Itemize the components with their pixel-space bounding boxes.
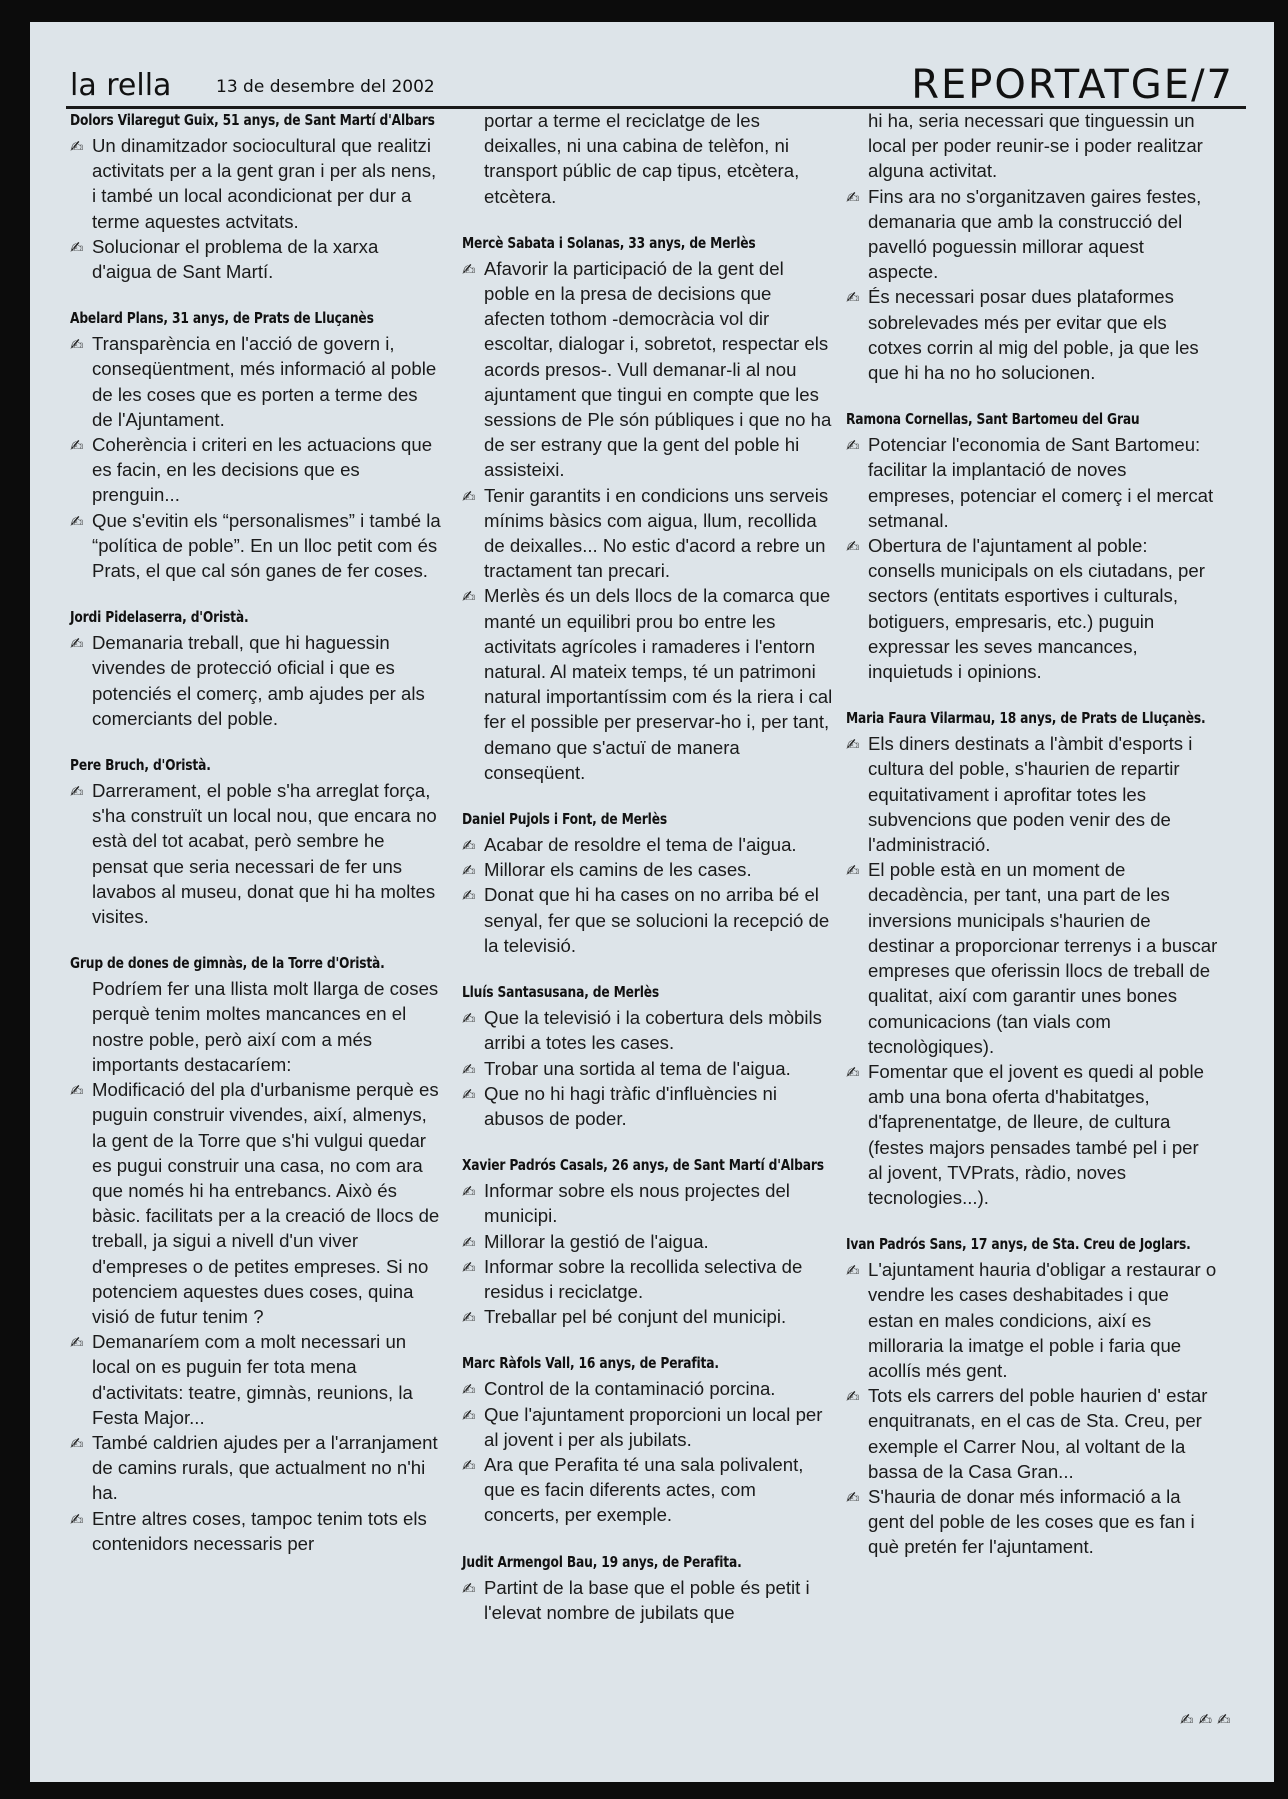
proposal-text: S'hauria de donar més informació a la gent del poble de les coses que es fan i què pretén fer l'ajuntament. [868,1485,1195,1558]
proposal-item [462,1452,834,1528]
proposal-text: Merlès és un dels llocs de la comarca que manté un equilibri prou bo entre les activitats agrícoles i ramaderes i l'entorn natural. Al mateix temps, té un patrimoni natural importantíssim com és la riera i cal fer el possible per preservar-ho i, per tant, demano que s'actuï de manera conseqüent. [484,585,833,783]
respondent-name: Lluís Santasusana, de Merlès [462,983,659,1002]
proposal-item [846,1059,1218,1210]
end-of-article-mark: ✍ ✍ ✍ [1180,1710,1231,1729]
respondent-name: Pere Bruch, d'Oristà. [70,756,211,775]
writing-hand-icon: ✍ [462,1182,476,1202]
proposal-text: Donat que hi ha cases on no arriba bé el senyal, fer que se solucioni la recepció de la televisió. [484,884,830,956]
respondent-entry [70,306,442,583]
writing-hand-icon: ✍ [462,1009,476,1029]
proposal-item [70,133,442,234]
writing-hand-icon: ✍ [70,1333,84,1353]
newspaper-page [30,22,1274,1782]
proposal-text: Millorar els camins de les cases. [484,859,752,881]
proposal-item [462,1254,834,1304]
writing-hand-icon: ✍ [846,537,860,557]
proposal-item [462,1056,834,1081]
proposal-text: Darrerament, el poble s'ha arreglat força, s'ha construït un local nou, que encara no està del tot acabat, però sembre he pensat que seria necessari de fer uns lavabos al museu, donat que hi ha moltes visites. [92,780,437,928]
proposal-item [70,1430,442,1506]
writing-hand-icon: ✍ [846,1261,860,1281]
writing-hand-icon: ✍ [846,861,860,881]
respondent-entry [462,1351,834,1527]
writing-hand-icon: ✍ [70,634,84,654]
writing-hand-icon: ✍ [462,836,476,856]
writing-hand-icon: ✍ [462,1059,476,1079]
respondent-name: Jordi Pidelaserra, d'Oristà. [70,608,249,627]
respondent-entry [462,108,834,209]
proposal-item [462,1304,834,1329]
proposal-text: Partint de la base que el poble és petit i l'elevat nombre de jubilats que [484,1576,810,1623]
writing-hand-icon: ✍ [462,259,476,279]
writing-hand-icon: ✍ [70,782,84,802]
proposal-text: Tenir garantits i en condicions uns serveis mínims bàsics com aigua, llum, recollida de deixalles... No estic d'acord a rebre un tractament tan precari. [484,484,829,582]
proposal-text: Acabar de resoldre el tema de l'aigua. [484,834,797,856]
proposal-text: Que s'evitin els “personalismes” i també la “política de poble”. En un lloc petit com és Prats, el que cal són ganes de fer coses. [92,509,441,582]
respondent-entry [846,108,1218,385]
respondent-entry [462,231,834,785]
proposal-item [462,483,834,584]
respondent-entry [70,108,442,284]
writing-hand-icon: ✍ [462,1578,476,1598]
proposal-item [70,331,442,432]
respondent-entry [462,807,834,958]
proposal-item [462,832,834,857]
proposal-item [70,234,442,284]
proposal-item [70,778,442,929]
writing-hand-icon: ✍ [462,861,476,881]
proposal-text: Ara que Perafita té una sala polivalent, que es facin diferents actes, com concerts, per exemple. [484,1453,804,1526]
respondent-entry [846,706,1218,1210]
writing-hand-icon: ✍ [462,1308,476,1328]
proposal-item [846,731,1218,857]
proposal-text: Que no hi hagi tràfic d'influències ni abusos de poder. [484,1082,777,1129]
proposal-text: Demanaria treball, que hi haguessin vivendes de protecció oficial i que es potenciés el comerç, amb ajudes per als comerciants del poble. [92,632,425,729]
proposal-item [70,1077,442,1329]
proposal-item [846,1383,1218,1484]
respondent-entry [846,1232,1218,1559]
proposal-text: Coherència i criteri en les actuacions que es facin, en les decisions que es prenguin... [92,434,433,506]
proposal-item [846,184,1218,285]
proposal-text: Solucionar el problema de la xarxa d'aigua de Sant Martí. [92,235,379,283]
continued-text: hi ha, seria necessari que tinguessin un local per poder reunir-se i poder realitzar alguna activitat. [868,110,1203,182]
writing-hand-icon: ✍ [846,187,860,207]
respondent-entry [70,605,442,731]
proposal-item [846,432,1218,533]
respondent-entry [846,407,1218,684]
column-2 [462,108,834,1647]
column-1 [70,108,442,1578]
writing-hand-icon: ✍ [846,436,860,456]
proposal-text: Potenciar l'economia de Sant Bartomeu: facilitar la implantació de noves empreses, potenciar el comerç i el mercat setmanal. [868,434,1214,531]
writing-hand-icon: ✍ [70,335,84,355]
writing-hand-icon: ✍ [462,486,476,506]
proposal-item [846,1484,1218,1560]
proposal-text: Fomentar que el jovent es quedi al poble amb una bona oferta d'habitatges, d'faprenentatge, de lleure, de cultura (festes majors pensades també pel i per al jovent, TVPrats, ràdio, noves tecnologies...). [868,1060,1204,1208]
proposal-item [462,583,834,785]
writing-hand-icon: ✍ [70,1433,84,1453]
proposal-text: Fins ara no s'organitzaven gaires festes, demanaria que amb la construcció del pavelló poguessin millorar aquest aspecte. [868,185,1202,283]
proposal-item [462,1229,834,1254]
proposal-text: Control de la contaminació porcina. [484,1378,776,1400]
writing-hand-icon: ✍ [70,1509,84,1529]
writing-hand-icon: ✍ [462,1455,476,1475]
proposal-item [846,533,1218,684]
proposal-item [70,1506,442,1556]
respondent-entry [462,980,834,1131]
proposal-text: El poble està en un moment de decadència, per tant, una part de les inversions municipals s'haurien de destinar a proporcionar terrenys i a buscar empreses que oferissin llocs de treball de qualitat, així com garantir unes bones comunicacions (tan vials com tecnològiques). [868,859,1218,1057]
writing-hand-icon: ✍ [462,1084,476,1104]
respondent-name: Xavier Padrós Casals, 26 anys, de Sant Martí d'Albars [462,1156,824,1175]
respondent-entry [462,1550,834,1625]
writing-hand-icon: ✍ [846,735,860,755]
intro-text: Podríem fer una llista molt llarga de coses perquè tenim moltes mancances en el nostre poble, però així com a més importants destacaríem: [92,978,439,1075]
proposal-text: Millorar la gestió de l'aigua. [484,1230,709,1252]
writing-hand-icon: ✍ [70,237,84,257]
proposal-item [846,284,1218,385]
respondent-name: Marc Ràfols Vall, 16 anys, de Perafita. [462,1354,719,1373]
writing-hand-icon: ✍ [462,587,476,607]
proposal-text: És necessari posar dues plataformes sobrelevades més per evitar que els cotxes corrin al mig del poble, ja que les que hi ha no ho solucionen. [868,286,1199,384]
issue-date: 13 de desembre del 2002 [216,77,435,97]
respondent-name: Maria Faura Vilarmau, 18 anys, de Prats de Lluçanès. [846,709,1206,728]
writing-hand-icon: ✍ [462,1380,476,1400]
proposal-text: L'ajuntament hauria d'obligar a restaurar o vendre les cases deshabitades i que estan en males condicions, així es milloraria la imatge el poble i faria que acollís més gent. [868,1259,1217,1381]
respondent-entry [70,753,442,929]
proposal-text: Que la televisió i la cobertura dels mòbils arribi a totes les cases. [484,1007,822,1054]
respondent-name: Ivan Padrós Sans, 17 anys, de Sta. Creu de Joglars. [846,1235,1191,1254]
respondent-name: Daniel Pujols i Font, de Merlès [462,810,667,829]
proposal-text: Obertura de l'ajuntament al poble: consells municipals on els ciutadans, per sectors (entitats esportives i culturals, botiguers, empresaris, etc.) puguin expressar les seves mancances, inquietuds i opinions. [868,535,1205,683]
proposal-text: Trobar una sortida al tema de l'aigua. [484,1057,791,1079]
proposal-text: Treballar pel bé conjunt del municipi. [484,1306,787,1328]
page-header [66,44,1246,109]
proposal-item [462,1402,834,1452]
proposal-item [462,1376,834,1401]
writing-hand-icon: ✍ [462,1232,476,1252]
proposal-text: Que l'ajuntament proporcioni un local per al jovent i per als jubilats. [484,1403,823,1450]
writing-hand-icon: ✍ [846,1487,860,1507]
writing-hand-icon: ✍ [462,1257,476,1277]
proposal-item [846,1257,1218,1383]
proposal-text: Un dinamitzador sociocultural que realitzi activitats per a la gent gran i per als nens, i també un local acondicionat per dur a terme aquestes actvitats. [92,135,437,232]
writing-hand-icon: ✍ [70,137,84,156]
proposal-text: Informar sobre la recollida selectiva de residus i reciclatge. [484,1255,803,1302]
writing-hand-icon: ✍ [70,511,84,531]
proposal-item [462,882,834,958]
respondent-name: Mercè Sabata i Solanas, 33 anys, de Merlès [462,233,756,252]
respondent-name: Ramona Cornellas, Sant Bartomeu del Grau [846,410,1140,429]
writing-hand-icon: ✍ [70,436,84,456]
publication-name: la rella [70,68,172,103]
proposal-item [462,857,834,882]
proposal-item [846,857,1218,1059]
respondent-name: Grup de dones de gimnàs, de la Torre d'Oristà. [70,954,385,973]
continued-text: portar a terme el reciclatge de les deixalles, ni una cabina de telèfon, ni transport públic de cap tipus, etcètera, etcètera. [484,110,800,207]
proposal-text: Entre altres coses, tampoc tenim tots els contenidors necessaris per [92,1507,427,1554]
respondent-name: Judit Armengol Bau, 19 anys, de Perafita. [462,1552,742,1571]
respondent-name: Abelard Plans, 31 anys, de Prats de Lluçanès [70,309,374,328]
writing-hand-icon: ✍ [846,288,860,308]
respondent-entry [462,1153,834,1329]
proposal-item [462,1575,834,1625]
proposal-item [462,1081,834,1131]
proposal-item [462,1005,834,1055]
writing-hand-icon: ✍ [846,1387,860,1407]
writing-hand-icon: ✍ [462,886,476,906]
respondent-entry [70,951,442,1556]
proposal-item [462,1178,834,1228]
proposal-text: Modificació del pla d'urbanisme perquè es puguin construir vivendes, així, almenys, la gent de la Torre que s'hi vulgui quedar es pugui construir una casa, no com ara que només hi ha entrebancs. Això és bàsic. facilitats per a la creació de llocs de treball, ja sigui a nivell d'un viver d'empreses o de petites empreses. Si no potenciem aquestes dues coses, quina visió de futur tenim ? [92,1079,440,1327]
proposal-item [70,508,442,584]
writing-hand-icon: ✍ [70,1081,84,1101]
section-title: REPORTATGE/7 [911,62,1234,108]
proposal-text: Tots els carrers del poble haurien d' estar enquitranats, en el cas de Sta. Creu, per exemple el Carrer Nou, al voltant de la bassa de la Casa Gran... [868,1385,1208,1482]
proposal-item [70,630,442,731]
proposal-item [70,1329,442,1430]
proposal-text: Transparència en l'acció de govern i, conseqüentment, més informació al poble de les coses que es porten a terme des de l'Ajuntament. [92,333,437,430]
proposal-text: Demanaríem com a molt necessari un local on es puguin fer tota mena d'activitats: teatre, gimnàs, reunions, la Festa Major... [92,1331,413,1428]
proposal-item [70,432,442,508]
proposal-text: Els diners destinats a l'àmbit d'esports i cultura del poble, s'haurien de repartir equitativament i aprofitar totes les subvencions que poden venir des de l'administració. [868,733,1193,856]
column-3 [846,108,1218,1582]
respondent-name: Dolors Vilaregut Guix, 51 anys, de Sant Martí d'Albars [70,111,435,129]
writing-hand-icon: ✍ [846,1062,860,1082]
writing-hand-icon: ✍ [462,1405,476,1425]
proposal-item [462,256,834,483]
proposal-text: També caldrien ajudes per a l'arranjament de camins rurals, que actualment no n'hi ha. [92,1431,438,1504]
proposal-text: Informar sobre els nous projectes del municipi. [484,1180,790,1227]
proposal-text: Afavorir la participació de la gent del poble en la presa de decisions que afecten tothom -democràcia vol dir escoltar, dialogar i, sobretot, respectar els acords presos-. Vull demanar-li al nou ajuntament que tingui en compte que les sessions de Ple són públiques i que no ha de ser estrany que la gent del poble hi assisteixi. [484,257,832,481]
